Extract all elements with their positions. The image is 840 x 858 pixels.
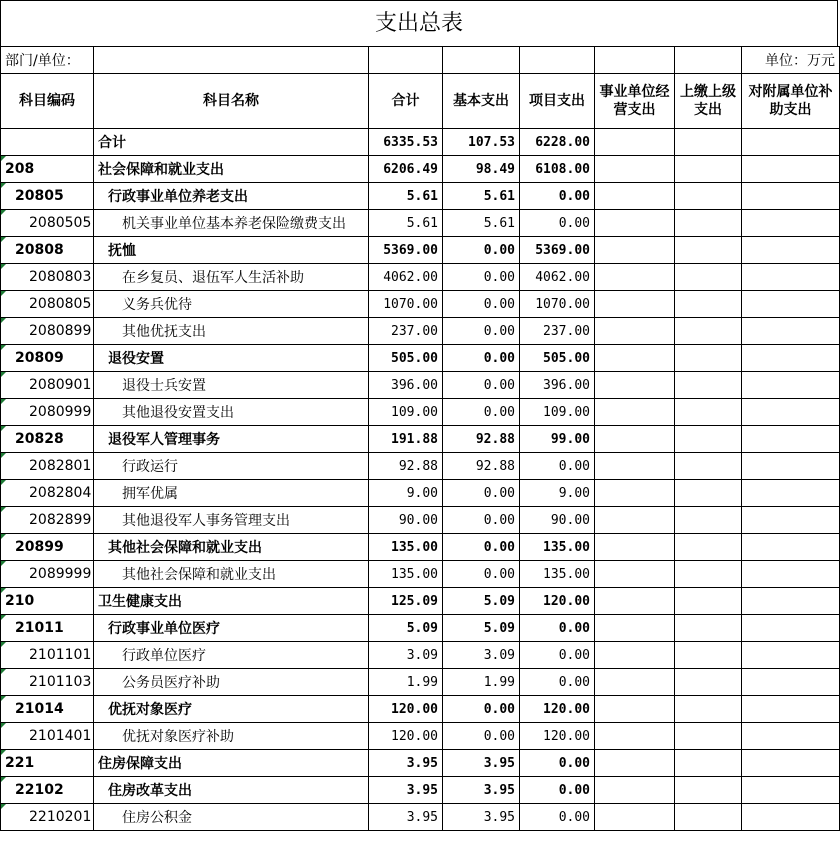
table-row [1,777,840,804]
cell-subsidy [742,669,840,696]
cell-name: 行政事业单位养老支出 [94,183,369,210]
header-name: 科目名称 [94,74,369,129]
header-subsidy: 对附属单位补助支出 [742,74,840,129]
cell-basic: 0.00 [443,507,520,534]
cell-enterprise [595,615,675,642]
expenditure-table [0,46,840,831]
cell-total: 120.00 [369,696,443,723]
cell-name: 抚恤 [94,237,369,264]
cell-project: 99.00 [520,426,595,453]
cell-enterprise [595,696,675,723]
cell-enterprise [595,453,675,480]
cell-enterprise [595,561,675,588]
table-row [1,534,840,561]
cell-code: 21011 [1,615,94,642]
cell-name: 行政运行 [94,453,369,480]
cell-project: 135.00 [520,534,595,561]
table-row [1,318,840,345]
cell-code: 2080805 [1,291,94,318]
cell-enterprise [595,372,675,399]
cell-enterprise [595,210,675,237]
table-row [1,210,840,237]
cell-code: 208 [1,156,94,183]
cell-project: 0.00 [520,183,595,210]
table-row [1,696,840,723]
table-row [1,426,840,453]
cell-basic: 5.09 [443,588,520,615]
table-row [1,642,840,669]
cell-code: 2082899 [1,507,94,534]
cell-subsidy [742,426,840,453]
cell-project: 4062.00 [520,264,595,291]
cell-code: 2101101 [1,642,94,669]
cell-name: 退役士兵安置 [94,372,369,399]
cell-code: 2082804 [1,480,94,507]
cell-turnover [675,291,742,318]
cell-project: 120.00 [520,723,595,750]
cell-subsidy [742,453,840,480]
cell-basic: 3.09 [443,642,520,669]
cell-subsidy [742,156,840,183]
cell-enterprise [595,291,675,318]
cell-total: 1.99 [369,669,443,696]
cell-turnover [675,480,742,507]
cell-project: 109.00 [520,399,595,426]
cell-name: 卫生健康支出 [94,588,369,615]
cell-code [1,129,94,156]
cell-total: 5.61 [369,183,443,210]
cell-enterprise [595,507,675,534]
cell-turnover [675,426,742,453]
table-row [1,345,840,372]
header-project: 项目支出 [520,74,595,129]
cell-code: 20828 [1,426,94,453]
cell-total: 109.00 [369,399,443,426]
cell-project: 6108.00 [520,156,595,183]
cell-code: 2080505 [1,210,94,237]
cell-turnover [675,156,742,183]
cell-code: 22102 [1,777,94,804]
cell-subsidy [742,777,840,804]
header-code: 科目编码 [1,74,94,129]
cell-total: 5.09 [369,615,443,642]
cell-subsidy [742,615,840,642]
cell-turnover [675,318,742,345]
cell-code: 20805 [1,183,94,210]
header-total: 合计 [369,74,443,129]
cell-total: 92.88 [369,453,443,480]
cell-basic: 3.95 [443,804,520,831]
cell-turnover [675,615,742,642]
cell-project: 0.00 [520,453,595,480]
cell-basic: 5.61 [443,210,520,237]
cell-subsidy [742,345,840,372]
cell-turnover [675,345,742,372]
page-title: 支出总表 [0,0,838,46]
cell-basic: 0.00 [443,237,520,264]
cell-turnover [675,696,742,723]
cell-project: 0.00 [520,804,595,831]
table-row [1,561,840,588]
cell-code: 20899 [1,534,94,561]
cell-project: 505.00 [520,345,595,372]
cell-project: 0.00 [520,642,595,669]
table-row [1,264,840,291]
cell-total: 4062.00 [369,264,443,291]
cell-subsidy [742,399,840,426]
cell-total: 505.00 [369,345,443,372]
cell-basic: 107.53 [443,129,520,156]
cell-turnover [675,210,742,237]
table-row [1,399,840,426]
cell-name: 义务兵优待 [94,291,369,318]
cell-code: 20808 [1,237,94,264]
cell-name: 在乡复员、退伍军人生活补助 [94,264,369,291]
cell-basic: 3.95 [443,750,520,777]
cell-total: 6335.53 [369,129,443,156]
cell-basic: 0.00 [443,561,520,588]
cell-subsidy [742,696,840,723]
table-row [1,156,840,183]
table-row [1,372,840,399]
cell-total: 9.00 [369,480,443,507]
cell-basic: 5.09 [443,615,520,642]
cell-name: 其他退役军人事务管理支出 [94,507,369,534]
cell-total: 191.88 [369,426,443,453]
cell-code: 2082801 [1,453,94,480]
cell-enterprise [595,399,675,426]
table-row [1,237,840,264]
cell-name: 行政单位医疗 [94,642,369,669]
cell-basic: 0.00 [443,480,520,507]
table-row [1,291,840,318]
cell-name: 机关事业单位基本养老保险缴费支出 [94,210,369,237]
cell-turnover [675,264,742,291]
cell-total: 6206.49 [369,156,443,183]
cell-basic: 92.88 [443,426,520,453]
table-row [1,480,840,507]
cell-basic: 0.00 [443,534,520,561]
cell-basic: 0.00 [443,291,520,318]
cell-enterprise [595,588,675,615]
header-turnover: 上缴上级支出 [675,74,742,129]
cell-name: 社会保障和就业支出 [94,156,369,183]
cell-total: 90.00 [369,507,443,534]
cell-code: 2080899 [1,318,94,345]
cell-turnover [675,723,742,750]
cell-name: 行政事业单位医疗 [94,615,369,642]
cell-total: 3.95 [369,804,443,831]
cell-total: 5369.00 [369,237,443,264]
table-row [1,129,840,156]
cell-subsidy [742,237,840,264]
cell-turnover [675,534,742,561]
cell-turnover [675,129,742,156]
cell-basic: 0.00 [443,399,520,426]
cell-turnover [675,588,742,615]
cell-subsidy [742,318,840,345]
cell-project: 135.00 [520,561,595,588]
cell-code: 2080803 [1,264,94,291]
cell-total: 120.00 [369,723,443,750]
cell-project: 120.00 [520,588,595,615]
cell-basic: 98.49 [443,156,520,183]
table-row [1,183,840,210]
cell-enterprise [595,183,675,210]
cell-enterprise [595,318,675,345]
cell-project: 396.00 [520,372,595,399]
cell-name: 其他退役安置支出 [94,399,369,426]
cell-total: 135.00 [369,561,443,588]
cell-total: 3.95 [369,750,443,777]
header-enterprise: 事业单位经营支出 [595,74,675,129]
cell-enterprise [595,804,675,831]
cell-enterprise [595,723,675,750]
cell-code: 2080901 [1,372,94,399]
cell-project: 1070.00 [520,291,595,318]
cell-subsidy [742,507,840,534]
cell-turnover [675,453,742,480]
unit-row [1,47,840,74]
cell-enterprise [595,156,675,183]
unit-label: 单位：万元 [742,47,840,74]
table-row [1,804,840,831]
cell-turnover [675,642,742,669]
cell-name: 退役安置 [94,345,369,372]
cell-project: 0.00 [520,669,595,696]
cell-subsidy [742,372,840,399]
cell-subsidy [742,750,840,777]
table-row [1,615,840,642]
cell-code: 2089999 [1,561,94,588]
cell-project: 6228.00 [520,129,595,156]
dept-value [94,47,369,74]
cell-name: 其他社会保障和就业支出 [94,534,369,561]
cell-name: 优抚对象医疗 [94,696,369,723]
cell-enterprise [595,237,675,264]
cell-basic: 92.88 [443,453,520,480]
cell-project: 237.00 [520,318,595,345]
cell-code: 221 [1,750,94,777]
cell-enterprise [595,750,675,777]
cell-enterprise [595,345,675,372]
cell-subsidy [742,723,840,750]
cell-name: 拥军优属 [94,480,369,507]
cell-name: 住房改革支出 [94,777,369,804]
cell-subsidy [742,534,840,561]
cell-subsidy [742,804,840,831]
cell-name: 住房公积金 [94,804,369,831]
cell-code: 2210201 [1,804,94,831]
cell-basic: 0.00 [443,345,520,372]
cell-enterprise [595,264,675,291]
cell-enterprise [595,129,675,156]
cell-project: 0.00 [520,777,595,804]
cell-name: 其他优抚支出 [94,318,369,345]
dept-label: 部门/单位： [1,47,94,74]
cell-total: 3.09 [369,642,443,669]
table-row [1,669,840,696]
cell-enterprise [595,534,675,561]
cell-project: 9.00 [520,480,595,507]
cell-name: 其他社会保障和就业支出 [94,561,369,588]
cell-code: 210 [1,588,94,615]
cell-basic: 0.00 [443,696,520,723]
cell-enterprise [595,480,675,507]
cell-turnover [675,399,742,426]
cell-enterprise [595,777,675,804]
cell-name: 公务员医疗补助 [94,669,369,696]
cell-project: 90.00 [520,507,595,534]
cell-project: 0.00 [520,750,595,777]
cell-subsidy [742,480,840,507]
cell-total: 237.00 [369,318,443,345]
cell-name: 住房保障支出 [94,750,369,777]
cell-turnover [675,669,742,696]
cell-basic: 5.61 [443,183,520,210]
cell-name: 优抚对象医疗补助 [94,723,369,750]
cell-basic: 3.95 [443,777,520,804]
cell-turnover [675,372,742,399]
cell-enterprise [595,669,675,696]
cell-basic: 0.00 [443,318,520,345]
table-row [1,453,840,480]
cell-turnover [675,507,742,534]
cell-name: 退役军人管理事务 [94,426,369,453]
cell-project: 0.00 [520,615,595,642]
cell-enterprise [595,426,675,453]
table-row [1,507,840,534]
cell-subsidy [742,264,840,291]
table-row [1,588,840,615]
cell-subsidy [742,183,840,210]
cell-project: 0.00 [520,210,595,237]
header-row [1,74,840,129]
cell-code: 2101103 [1,669,94,696]
cell-name: 合计 [94,129,369,156]
cell-turnover [675,237,742,264]
cell-subsidy [742,291,840,318]
cell-total: 5.61 [369,210,443,237]
header-basic: 基本支出 [443,74,520,129]
cell-total: 3.95 [369,777,443,804]
cell-basic: 0.00 [443,372,520,399]
cell-basic: 0.00 [443,723,520,750]
cell-subsidy [742,129,840,156]
cell-code: 2080999 [1,399,94,426]
cell-subsidy [742,588,840,615]
cell-code: 20809 [1,345,94,372]
cell-project: 120.00 [520,696,595,723]
cell-total: 125.09 [369,588,443,615]
cell-turnover [675,804,742,831]
table-row [1,723,840,750]
cell-turnover [675,750,742,777]
cell-enterprise [595,642,675,669]
cell-turnover [675,561,742,588]
cell-basic: 0.00 [443,264,520,291]
cell-total: 135.00 [369,534,443,561]
cell-code: 2101401 [1,723,94,750]
cell-turnover [675,183,742,210]
cell-total: 396.00 [369,372,443,399]
cell-turnover [675,777,742,804]
cell-basic: 1.99 [443,669,520,696]
table-row [1,750,840,777]
cell-project: 5369.00 [520,237,595,264]
cell-subsidy [742,210,840,237]
cell-code: 21014 [1,696,94,723]
cell-subsidy [742,561,840,588]
cell-subsidy [742,642,840,669]
cell-total: 1070.00 [369,291,443,318]
